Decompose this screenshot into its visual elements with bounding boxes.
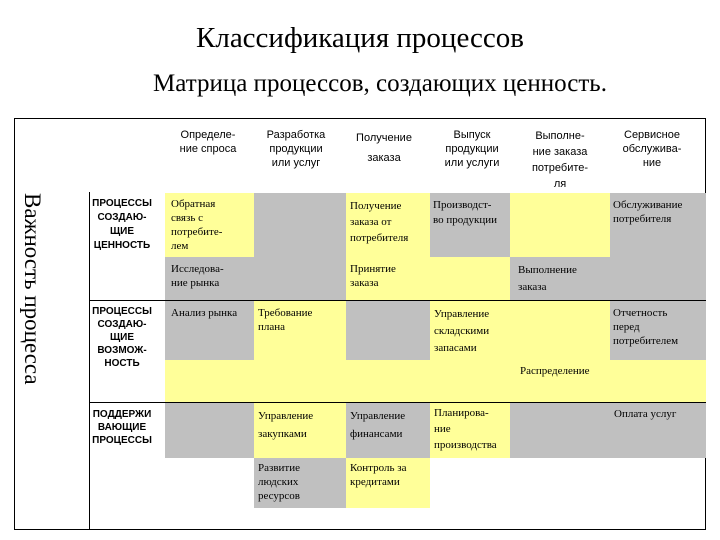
cell-procurement: Управление закупками [258,410,314,440]
cell-order-fulfillment: Выполнение заказа [518,264,577,293]
page-title: Классификация процессов [196,22,524,54]
cell-reporting: Отчетность перед потребителем [613,307,679,347]
cell-distribution: Распределение [520,365,590,377]
cell-production-planning: Планирова- ние производства [434,407,497,451]
row-label-value: ПРОЦЕССЫ СОЗДАЮ- ЩИЕ ЦЕННОСТЬ [92,198,152,251]
cell-market-research: Исследова- ние рынка [171,263,224,289]
row-label-opportunity: ПРОЦЕССЫ СОЗДАЮ- ЩИЕ ВОЗМОЖ- НОСТЬ [92,306,152,369]
cell-service-payment: Оплата услуг [614,408,677,420]
row-label-support: ПОДДЕРЖИ ВАЮЩИЕ ПРОЦЕССЫ [92,409,152,446]
cell-warehouse: Управление складскими запасами [434,308,490,354]
column-header-fulfillment: Выполне- ние заказа потребите- ля [531,130,589,190]
cell-order-acceptance: Принятие заказа [350,263,396,289]
column-header-service: Сервисное обслужива- ние [622,129,682,169]
cell-finance: Управление финансами [350,410,406,440]
cell-hr-development: Развитие людских ресурсов [258,462,301,502]
cell-service-payment-bg [510,402,706,458]
cell-customer-service: Обслуживание потребителя [613,199,683,225]
cell-plan-requirements: Требование плана [258,307,313,333]
cell-distribution-bg [165,360,706,402]
cell-empty-bg [165,402,254,458]
column-header-development: Разработка продукции или услуг [266,129,326,169]
column-header-output: Выпуск продукции или услуги [444,129,500,169]
cell-feedback: Обратная связь с потребите- лем [171,198,223,252]
cell-market-analysis: Анализ рынка [171,307,238,319]
row-separator [89,402,706,403]
cell-empty-bg [254,193,346,257]
column-header-order: Получение заказа [356,132,412,164]
column-header-demand: Определе- ние спроса [179,129,237,155]
page-subtitle: Матрица процессов, создающих ценность. [153,70,607,97]
cell-empty-bg [346,300,430,360]
cell-order-receipt: Получение заказа от потребителя [350,200,409,244]
side-label-text: Важность процесса [20,193,45,385]
row-separator [89,300,706,301]
cell-empty-bg [510,193,610,257]
cell-credit-control: Контроль за кредитами [350,462,407,488]
cell-production: Производст- во продукции [433,199,498,226]
